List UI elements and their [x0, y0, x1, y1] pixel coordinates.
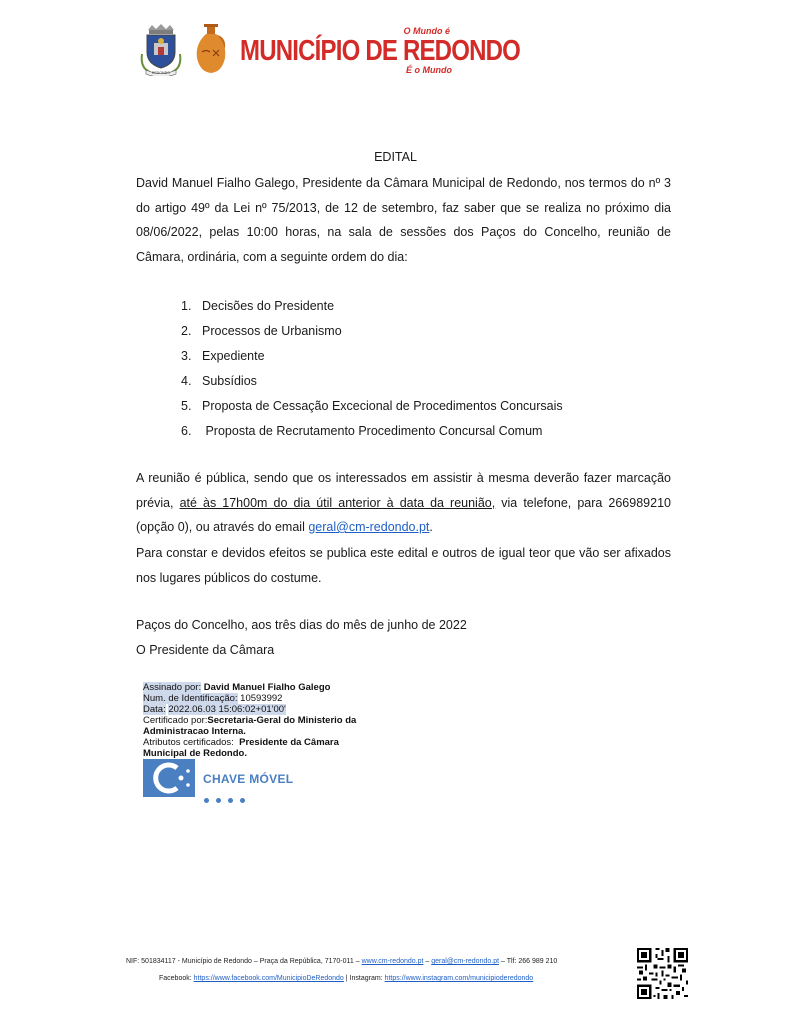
intro-paragraph: David Manuel Fialho Galego, Presidente da Câmara Municipal de Redondo, nos termos do nº 3 do artigo 49º da Lei nº 75/2013, de 12 de setembro, faz saber que se realiza no próximo dia 08/06/2022, pelas 10:00 horas, na sala de sessões dos Paços do Concelho, reunião de Câmara, ordinária, com a seguinte ordem do dia: — [136, 176, 671, 264]
email-link[interactable]: geral@cm-redondo.pt — [308, 520, 430, 534]
publication-paragraph: Para constar e devidos efeitos se publica este edital e outros de igual teor que vão ser afixados nos lugares públicos do costume. — [136, 546, 671, 585]
footer-social-line: Facebook: https://www.facebook.com/MunicipioDeRedondo | Instagram: https://www.instagram.com/municipioderedondo — [159, 975, 534, 982]
facebook-link[interactable]: https://www.facebook.com/MunicipioDeRedondo — [193, 975, 344, 982]
chave-movel-label: CHAVE MÓVEL — [203, 772, 294, 786]
meeting-time: 10:00 — [246, 225, 278, 239]
agenda-item: 2. Processos de Urbanismo — [181, 324, 342, 338]
document-title: EDITAL — [374, 150, 417, 164]
signer-name: David Manuel Fialho Galego — [203, 682, 331, 693]
brand-tagline-top: O Mundo é — [403, 26, 450, 36]
chave-movel-logo-icon — [143, 759, 195, 797]
coat-of-arms-icon — [138, 24, 184, 76]
clay-jug-icon — [193, 20, 229, 76]
footer-contact-line: NIF: 501834117 - Município de Redondo – Praça da República, 7170-011 – www.cm-redondo.pt – geral@cm-redondo.pt – Tlf: 266 989 210 — [126, 958, 558, 965]
agenda-item: 6. Proposta de Recrutamento Procedimento Concursal Comum — [181, 424, 543, 438]
brand-name: MUNICÍPIO DE REDONDO — [240, 35, 521, 67]
website-link[interactable]: www.cm-redondo.pt — [361, 958, 424, 965]
digital-signature-block: Assinado por: David Manuel Fialho Galego Num. de Identificação: 10593992 Data: 2022.06.03 15:06:02+01'00' Certificado por:Secretaria-Geral do Ministerio da Administracao Interna. Atributos certificados: Presidente da Câmara Municipal de Redondo. — [143, 682, 357, 759]
chave-movel-dots — [204, 790, 252, 808]
agenda-item: 3. Expediente — [181, 349, 265, 363]
instagram-link[interactable]: https://www.instagram.com/municipioderedondo — [384, 975, 534, 982]
agenda-item: 4. Subsídios — [181, 374, 257, 388]
footer-email-link[interactable]: geral@cm-redondo.pt — [431, 958, 500, 965]
coat-ribbon-label: REDONDO — [151, 71, 171, 75]
municipality-brand — [240, 26, 521, 76]
signer-title: O Presidente da Câmara — [136, 643, 275, 657]
meeting-info-paragraph: A reunião é pública, sendo que os interessados em assistir à mesma deverão fazer marcação prévia, até às 17h00m do dia útil anterior à data da reunião, via telefone, para 266989210 (opção 0), ou através do email geral@cm-redondo.pt. — [136, 471, 671, 534]
agenda-item: 5. Proposta de Cessação Excecional de Procedimentos Concursais — [181, 399, 563, 413]
place-and-date: Paços do Concelho, aos três dias do mês de junho de 2022 — [136, 618, 467, 632]
meeting-date: 08/06/2022 — [136, 225, 199, 239]
agenda-item: 1. Decisões do Presidente — [181, 299, 335, 313]
qr-code-icon — [637, 948, 688, 999]
deadline-text: até às 17h00m do dia útil anterior à data da reunião, — [179, 495, 496, 510]
brand-tagline-bottom: É o Mundo — [406, 65, 452, 75]
agenda-list — [181, 294, 563, 444]
